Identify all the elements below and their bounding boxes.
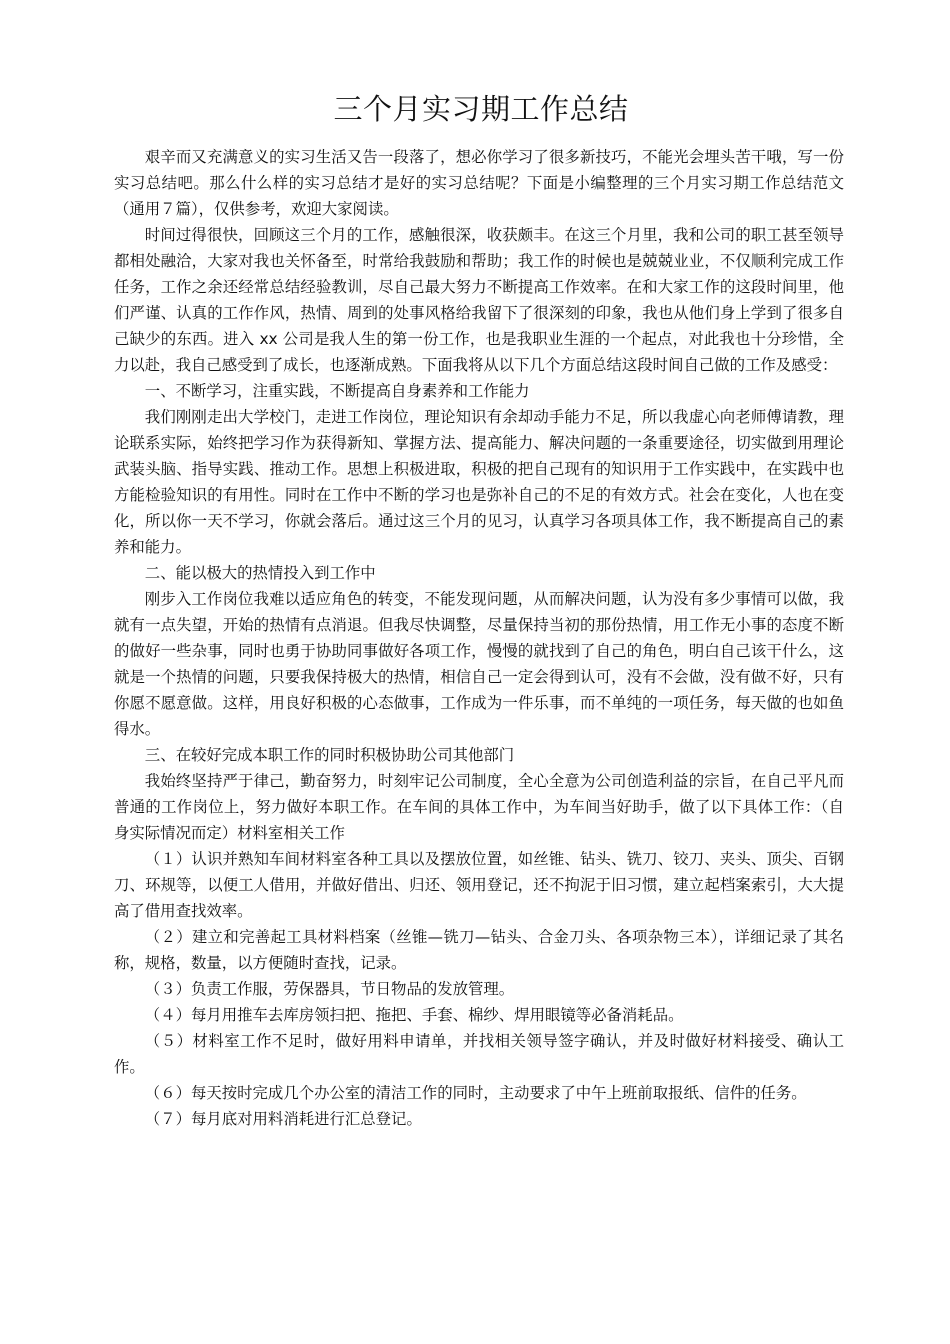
list-item-6: （６）每天按时完成几个办公室的清洁工作的同时，主动要求了中午上班前取报纸、信件的任务。: [144, 1084, 807, 1102]
section-heading-2: 二、能以极大的热情投入到工作中: [144, 564, 376, 582]
document-title: 三个月实习期工作总结: [333, 92, 629, 126]
list-item-1: （１）认识并熟知车间材料室各种工具以及摆放位置，如丝锥、钻头、铣刀、铰刀、夹头、顶尖、百钢刀、环规等，以便工人借用，并做好借出、归还、领用登记，还不拘泥于旧习惯，建立起档案索引，大大提高了借用查找效率。: [114, 850, 844, 920]
paragraph-section-1: 我们刚刚走出大学校门，走进工作岗位，理论知识有余却动手能力不足，所以我虚心向老师傅请教，理论联系实际，始终把学习作为获得新知、掌握方法、提高能力、解决问题的一条重要途径，切实做到用理论武装头脑、指导实践、推动工作。思想上积极进取，积极的把自己现有的知识用于工作实践中，在实践中也方能检验知识的有用性。同时在工作中不断的学习也是弥补自己的不足的有效方式。社会在变化，人也在变化，所以你一天不学习，你就会落后。通过这三个月的见习，认真学习各项具体工作，我不断提高自己的素养和能力。: [114, 408, 844, 556]
paragraph-section-2: 刚步入工作岗位我难以适应角色的转变，不能发现问题，从而解决问题，认为没有多少事情可以做，我就有一点失望，开始的热情有点消退。但我尽快调整，尽量保持当初的那份热情，用工作无小事的态度不断的做好一些杂事，同时也勇于协助同事做好各项工作，慢慢的就找到了自己的角色，明白自己该干什么，这就是一个热情的问题，只要我保持极大的热情，相信自己一定会得到认可，没有不会做，没有做不好，只有你愿不愿意做。这样，用良好积极的心态做事，工作成为一件乐事，而不单纯的一项任务，每天做的也如鱼得水。: [114, 590, 844, 738]
document-page: [114, 86, 844, 1132]
paragraph-overview: 时间过得很快，回顾这三个月的工作，感触很深，收获颇丰。在这三个月里，我和公司的职工甚至领导都相处融洽，大家对我也关怀备至，时常给我鼓励和帮助；我工作的时候也是兢兢业业，不仅顺利完成工作任务，工作之余还经常总结经验教训，尽自己最大努力不断提高工作效率。在和大家工作的这段时间里，他们严谨、认真的工作作风，热情、周到的处事风格给我留下了很深刻的印象，我也从他们身上学到了很多自己缺少的东西。进入 xx 公司是我人生的第一份工作，也是我职业生涯的一个起点，对此我也十分珍惜，全力以赴，我自己感受到了成长，也逐渐成熟。下面我将从以下几个方面总结这段时间自己做的工作及感受：: [114, 226, 844, 374]
list-item-2: （２）建立和完善起工具材料档案（丝锥—铣刀—钻头、合金刀头、各项杂物三本），详细记录了其名称，规格，数量，以方便随时查找，记录。: [114, 928, 844, 972]
section-heading-3: 三、在较好完成本职工作的同时积极协助公司其他部门: [144, 746, 515, 764]
list-item-7: （７）每月底对用料消耗进行汇总登记。: [144, 1110, 422, 1128]
paragraph-section-3: 我始终坚持严于律己，勤奋努力，时刻牢记公司制度，全心全意为公司创造利益的宗旨，在自己平凡而普通的工作岗位上，努力做好本职工作。在车间的具体工作中，为车间当好助手，做了以下具体工作：（自身实际情况而定）材料室相关工作: [114, 772, 844, 842]
list-item-3: （３）负责工作服，劳保器具，节日物品的发放管理。: [144, 980, 515, 998]
section-heading-1: 一、不断学习，注重实践，不断提高自身素养和工作能力: [144, 382, 530, 400]
list-item-4: （４）每月用推车去库房领扫把、拖把、手套、棉纱、焊用眼镜等必备消耗品。: [144, 1006, 684, 1024]
list-item-5: （５）材料室工作不足时，做好用料申请单，并找相关领导签字确认，并及时做好材料接受、确认工作。: [114, 1032, 844, 1076]
paragraph-intro: 艰辛而又充满意义的实习生活又告一段落了，想必你学习了很多新技巧，不能光会埋头苦干哦，写一份实习总结吧。那么什么样的实习总结才是好的实习总结呢？下面是小编整理的三个月实习期工作总结范文（通用７篇），仅供参考，欢迎大家阅读。: [114, 148, 844, 218]
